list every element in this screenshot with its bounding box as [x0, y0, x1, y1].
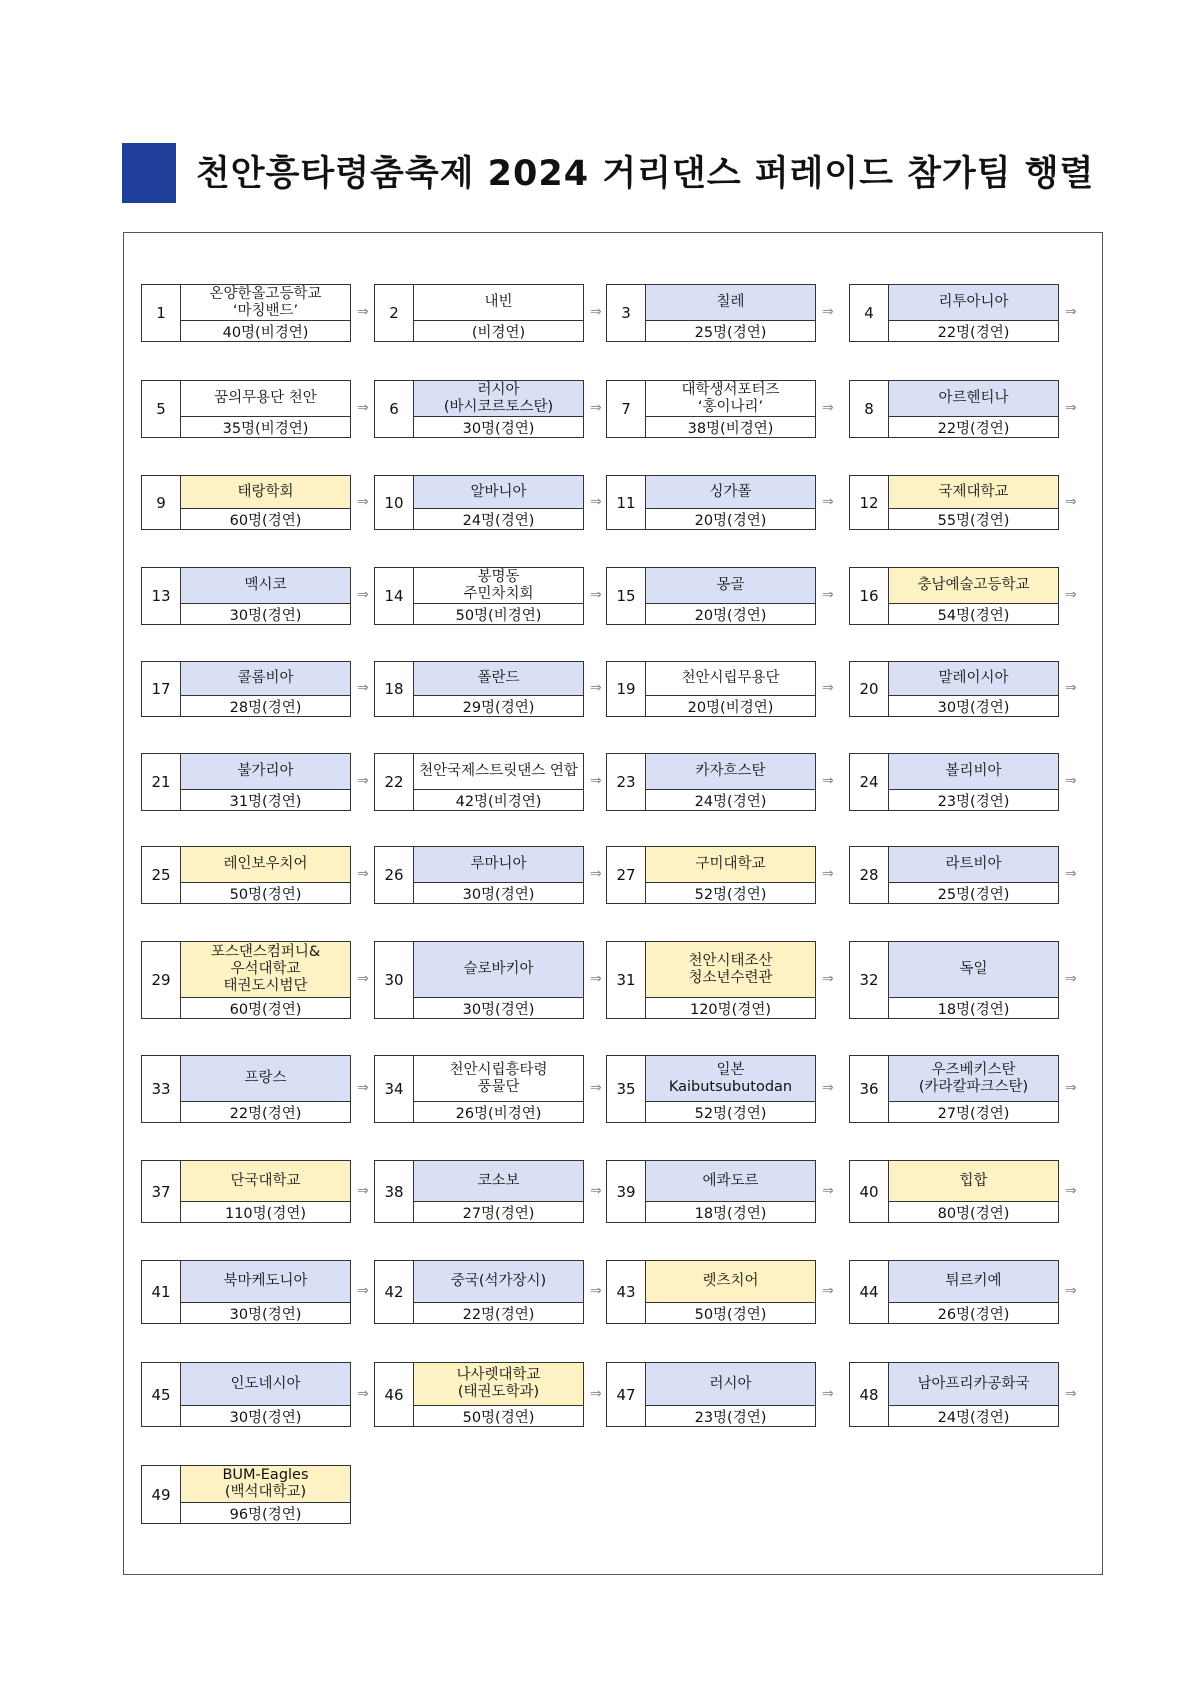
team-body: [181, 568, 350, 624]
team-number: 6: [375, 381, 414, 437]
team-body: [889, 285, 1058, 341]
next-arrow-icon: ⇒: [590, 680, 602, 696]
team-body: [181, 754, 350, 810]
next-arrow-icon: ⇒: [357, 680, 369, 696]
team-name: 러시아: [646, 1363, 815, 1406]
team-name: 싱가폴: [646, 476, 815, 509]
team-entry: [606, 1260, 816, 1324]
team-count: 24명(경연): [694, 793, 767, 810]
team-entry: [141, 941, 351, 1019]
team-body: [646, 1161, 815, 1222]
team-count: 110명(경연): [224, 1205, 306, 1222]
team-number: 34: [375, 1056, 414, 1122]
next-arrow-icon: ⇒: [590, 971, 602, 987]
team-name: BUM-Eagles (백석대학교): [181, 1466, 350, 1503]
team-count: 54명(경연): [937, 607, 1010, 624]
team-body: [889, 1261, 1058, 1323]
team-number: 24: [850, 754, 889, 810]
team-count: 42명(비경연): [455, 793, 542, 810]
team-entry: [141, 661, 351, 717]
team-entry: [606, 1055, 816, 1123]
team-count: 30명(경연): [229, 1409, 302, 1426]
team-number: 41: [142, 1261, 181, 1323]
team-name: 우즈베키스탄 (카라칼파크스탄): [889, 1056, 1058, 1102]
next-arrow-icon: ⇒: [357, 304, 369, 320]
team-number: 12: [850, 476, 889, 529]
team-number: 49: [142, 1466, 181, 1523]
team-body: [181, 285, 350, 341]
team-entry: [849, 661, 1059, 717]
team-name: 말레이시아: [889, 662, 1058, 696]
team-number: 32: [850, 942, 889, 1018]
next-arrow-icon: ⇒: [590, 866, 602, 882]
next-arrow-icon: ⇒: [822, 971, 834, 987]
team-name: 태랑학회: [181, 476, 350, 509]
team-number: 11: [607, 476, 646, 529]
team-body: [889, 942, 1058, 1018]
team-number: 1: [142, 285, 181, 341]
team-name: 폴란드: [414, 662, 583, 696]
team-entry: [141, 1465, 351, 1524]
team-count: 25명(경연): [694, 324, 767, 341]
team-entry: [374, 1055, 584, 1123]
next-arrow-icon: ⇒: [357, 400, 369, 416]
team-name: 러시아 (바시코르토스탄): [414, 381, 583, 417]
team-body: [181, 381, 350, 437]
team-body: [181, 1161, 350, 1222]
team-name: 온양한올고등학교 ‘마칭밴드’: [181, 285, 350, 321]
team-count: 28명(경연): [229, 699, 302, 716]
team-name: 칠레: [646, 285, 815, 321]
team-body: [414, 476, 583, 529]
team-number: 21: [142, 754, 181, 810]
page-title: 천안흥타령춤축제 2024 거리댄스 퍼레이드 참가팀 행렬: [196, 154, 1095, 194]
team-entry: [374, 380, 584, 438]
team-number: 48: [850, 1363, 889, 1426]
team-number: 15: [607, 568, 646, 624]
team-body: [414, 1161, 583, 1222]
team-number: 47: [607, 1363, 646, 1426]
next-arrow-icon: ⇒: [357, 1182, 369, 1199]
team-body: [889, 1363, 1058, 1426]
team-body: [646, 1056, 815, 1122]
team-entry: [849, 1260, 1059, 1324]
team-name: 봉명동 주민차치회: [414, 568, 583, 604]
next-arrow-icon: ⇒: [357, 1080, 369, 1096]
team-name: 북마케도니아: [181, 1261, 350, 1303]
team-name: 라트비아: [889, 847, 1058, 883]
team-name: 인도네시아: [181, 1363, 350, 1406]
team-body: [414, 847, 583, 903]
next-arrow-icon: ⇒: [1065, 304, 1077, 320]
team-count: 50명(경연): [229, 886, 302, 903]
team-count: 52명(경연): [694, 1105, 767, 1122]
team-body: [646, 476, 815, 529]
team-count: 18명(경연): [694, 1205, 767, 1222]
team-number: 7: [607, 381, 646, 437]
team-entry: [141, 1160, 351, 1223]
next-arrow-icon: ⇒: [822, 1385, 834, 1402]
team-name: 천안국제스트릿댄스 연합: [414, 754, 583, 790]
team-number: 16: [850, 568, 889, 624]
team-body: [181, 662, 350, 716]
team-count: 20명(경연): [694, 607, 767, 624]
team-body: [889, 662, 1058, 716]
team-entry: [141, 1362, 351, 1427]
next-arrow-icon: ⇒: [590, 1080, 602, 1096]
team-entry: [374, 1160, 584, 1223]
next-arrow-icon: ⇒: [1065, 866, 1077, 882]
team-entry: [606, 475, 816, 530]
team-body: [646, 754, 815, 810]
team-body: [646, 942, 815, 1018]
team-body: [889, 847, 1058, 903]
team-name: 루마니아: [414, 847, 583, 883]
team-entry: [606, 846, 816, 904]
team-body: [414, 285, 583, 341]
team-count: 30명(경연): [937, 699, 1010, 716]
team-number: 18: [375, 662, 414, 716]
team-entry: [141, 753, 351, 811]
next-arrow-icon: ⇒: [590, 773, 602, 789]
team-entry: [374, 846, 584, 904]
team-name: 구미대학교: [646, 847, 815, 883]
team-entry: [141, 1055, 351, 1123]
team-body: [181, 1056, 350, 1122]
team-count: 52명(경연): [694, 886, 767, 903]
next-arrow-icon: ⇒: [357, 493, 369, 510]
next-arrow-icon: ⇒: [357, 773, 369, 789]
team-entry: [374, 284, 584, 342]
team-name: 에콰도르: [646, 1161, 815, 1202]
next-arrow-icon: ⇒: [822, 400, 834, 416]
team-number: 33: [142, 1056, 181, 1122]
team-body: [414, 662, 583, 716]
team-body: [414, 1363, 583, 1426]
team-count: 50명(경연): [694, 1306, 767, 1323]
team-number: 2: [375, 285, 414, 341]
team-number: 30: [375, 942, 414, 1018]
team-body: [889, 1161, 1058, 1222]
next-arrow-icon: ⇒: [590, 587, 602, 603]
next-arrow-icon: ⇒: [357, 971, 369, 987]
team-number: 10: [375, 476, 414, 529]
team-count: 38명(비경연): [687, 420, 774, 437]
team-count: 26명(경연): [937, 1306, 1010, 1323]
team-name: 충남예술고등학교: [889, 568, 1058, 604]
team-number: 44: [850, 1261, 889, 1323]
team-entry: [141, 567, 351, 625]
team-name: 카자흐스탄: [646, 754, 815, 790]
team-name: 알바니아: [414, 476, 583, 509]
team-entry: [849, 846, 1059, 904]
title-accent-block: [122, 143, 176, 203]
team-entry: [374, 1260, 584, 1324]
team-body: [414, 754, 583, 810]
team-number: 25: [142, 847, 181, 903]
team-count: 18명(경연): [937, 1001, 1010, 1018]
next-arrow-icon: ⇒: [1065, 400, 1077, 416]
team-count: 50명(비경연): [455, 607, 542, 624]
next-arrow-icon: ⇒: [1065, 1080, 1077, 1096]
team-entry: [849, 567, 1059, 625]
team-number: 20: [850, 662, 889, 716]
next-arrow-icon: ⇒: [822, 1182, 834, 1199]
team-number: 42: [375, 1261, 414, 1323]
team-number: 43: [607, 1261, 646, 1323]
team-body: [646, 568, 815, 624]
team-count: 55명(경연): [937, 512, 1010, 529]
team-body: [889, 754, 1058, 810]
team-name: 튀르키예: [889, 1261, 1058, 1303]
next-arrow-icon: ⇒: [1065, 587, 1077, 603]
next-arrow-icon: ⇒: [1065, 1182, 1077, 1199]
team-body: [889, 568, 1058, 624]
next-arrow-icon: ⇒: [590, 400, 602, 416]
team-name: 프랑스: [181, 1056, 350, 1102]
team-name: 멕시코: [181, 568, 350, 604]
team-entry: [849, 1055, 1059, 1123]
team-number: 28: [850, 847, 889, 903]
team-name: 독일: [889, 942, 1058, 998]
team-name: 천안시립무용단: [646, 662, 815, 696]
next-arrow-icon: ⇒: [357, 1385, 369, 1402]
team-count: 22명(경연): [937, 324, 1010, 341]
team-count: 22명(경연): [937, 420, 1010, 437]
team-name: 천안시태조산 청소년수련관: [646, 942, 815, 998]
team-entry: [849, 941, 1059, 1019]
team-count: 22명(경연): [462, 1306, 535, 1323]
next-arrow-icon: ⇒: [822, 587, 834, 603]
team-number: 29: [142, 942, 181, 1018]
team-body: [181, 1261, 350, 1323]
team-name: 볼리비아: [889, 754, 1058, 790]
team-body: [646, 662, 815, 716]
team-entry: [606, 567, 816, 625]
team-entry: [374, 941, 584, 1019]
team-count: 30명(경연): [462, 420, 535, 437]
next-arrow-icon: ⇒: [822, 304, 834, 320]
team-name: 리투아니아: [889, 285, 1058, 321]
next-arrow-icon: ⇒: [822, 493, 834, 510]
next-arrow-icon: ⇒: [1065, 773, 1077, 789]
team-count: 120명(경연): [689, 1001, 771, 1018]
team-number: 3: [607, 285, 646, 341]
next-arrow-icon: ⇒: [1065, 1385, 1077, 1402]
team-name: 대학생서포터즈 ‘홍이나리’: [646, 381, 815, 417]
team-count: 30명(경연): [462, 886, 535, 903]
team-name: 불가리아: [181, 754, 350, 790]
team-count: 20명(경연): [694, 512, 767, 529]
team-count: 80명(경연): [937, 1205, 1010, 1222]
team-count: 60명(경연): [229, 1001, 302, 1018]
team-entry: [849, 753, 1059, 811]
team-number: 4: [850, 285, 889, 341]
team-number: 9: [142, 476, 181, 529]
team-body: [646, 847, 815, 903]
team-name: 남아프리카공화국: [889, 1363, 1058, 1406]
team-number: 14: [375, 568, 414, 624]
team-body: [646, 1261, 815, 1323]
team-count: 22명(경연): [229, 1105, 302, 1122]
team-name: 나사렛대학교 (태권도학과): [414, 1363, 583, 1406]
team-name: 아르헨티나: [889, 381, 1058, 417]
team-entry: [606, 1160, 816, 1223]
team-number: 37: [142, 1161, 181, 1222]
team-name: 국제대학교: [889, 476, 1058, 509]
team-count: 30명(경연): [229, 607, 302, 624]
team-count: 30명(경연): [462, 1001, 535, 1018]
team-count: 96명(경연): [229, 1506, 302, 1523]
team-body: [414, 381, 583, 437]
team-body: [414, 1261, 583, 1323]
team-entry: [849, 475, 1059, 530]
team-entry: [849, 284, 1059, 342]
team-name: 포스댄스컴퍼니& 우석대학교 태권도시범단: [181, 942, 350, 998]
team-count: 35명(비경연): [222, 420, 309, 437]
team-entry: [141, 1260, 351, 1324]
team-count: 24명(경연): [937, 1409, 1010, 1426]
next-arrow-icon: ⇒: [357, 1283, 369, 1299]
next-arrow-icon: ⇒: [1065, 971, 1077, 987]
next-arrow-icon: ⇒: [1065, 680, 1077, 696]
team-number: 38: [375, 1161, 414, 1222]
team-number: 19: [607, 662, 646, 716]
team-count: 30명(경연): [229, 1306, 302, 1323]
team-number: 45: [142, 1363, 181, 1426]
team-count: 24명(경연): [462, 512, 535, 529]
team-entry: [374, 661, 584, 717]
next-arrow-icon: ⇒: [822, 1283, 834, 1299]
team-name: 단국대학교: [181, 1161, 350, 1202]
team-entry: [141, 284, 351, 342]
team-number: 22: [375, 754, 414, 810]
team-count: 40명(비경연): [222, 324, 309, 341]
team-count: 26명(비경연): [455, 1105, 542, 1122]
team-body: [181, 1363, 350, 1426]
team-number: 36: [850, 1056, 889, 1122]
team-number: 39: [607, 1161, 646, 1222]
team-name: 코소보: [414, 1161, 583, 1202]
team-name: 중국(석가장시): [414, 1261, 583, 1303]
next-arrow-icon: ⇒: [822, 866, 834, 882]
team-count: 29명(경연): [462, 699, 535, 716]
team-count: 27명(경연): [462, 1205, 535, 1222]
team-entry: [606, 284, 816, 342]
next-arrow-icon: ⇒: [590, 493, 602, 510]
team-name: 일본 Kaibutsubutodan: [646, 1056, 815, 1102]
next-arrow-icon: ⇒: [822, 1080, 834, 1096]
team-count: 25명(경연): [937, 886, 1010, 903]
next-arrow-icon: ⇒: [357, 866, 369, 882]
team-entry: [606, 753, 816, 811]
team-count: 27명(경연): [937, 1105, 1010, 1122]
next-arrow-icon: ⇒: [1065, 1283, 1077, 1299]
team-body: [889, 476, 1058, 529]
team-number: 13: [142, 568, 181, 624]
next-arrow-icon: ⇒: [822, 680, 834, 696]
next-arrow-icon: ⇒: [1065, 493, 1077, 510]
team-body: [414, 1056, 583, 1122]
team-name: 렛츠치어: [646, 1261, 815, 1303]
team-entry: [606, 380, 816, 438]
team-number: 27: [607, 847, 646, 903]
team-number: 40: [850, 1161, 889, 1222]
team-number: 17: [142, 662, 181, 716]
team-entry: [606, 1362, 816, 1427]
team-count: 23명(경연): [937, 793, 1010, 810]
next-arrow-icon: ⇒: [590, 304, 602, 320]
team-entry: [849, 1362, 1059, 1427]
next-arrow-icon: ⇒: [590, 1182, 602, 1199]
team-body: [414, 942, 583, 1018]
next-arrow-icon: ⇒: [357, 587, 369, 603]
team-body: [646, 1363, 815, 1426]
team-number: 5: [142, 381, 181, 437]
team-body: [414, 568, 583, 624]
team-body: [181, 476, 350, 529]
next-arrow-icon: ⇒: [590, 1283, 602, 1299]
team-body: [181, 942, 350, 1018]
team-entry: [606, 941, 816, 1019]
team-body: [181, 1466, 350, 1523]
team-number: 46: [375, 1363, 414, 1426]
team-body: [889, 381, 1058, 437]
team-name: 슬로바키아: [414, 942, 583, 998]
team-entry: [374, 1362, 584, 1427]
team-entry: [141, 475, 351, 530]
team-entry: [141, 846, 351, 904]
team-name: 내빈: [414, 285, 583, 321]
team-body: [646, 381, 815, 437]
team-entry: [849, 1160, 1059, 1223]
team-entry: [374, 567, 584, 625]
team-entry: [374, 753, 584, 811]
team-number: 35: [607, 1056, 646, 1122]
team-name: 레인보우치어: [181, 847, 350, 883]
team-entry: [606, 661, 816, 717]
team-name: 천안시립흥타령 풍물단: [414, 1056, 583, 1102]
team-count: 23명(경연): [694, 1409, 767, 1426]
team-name: 몽골: [646, 568, 815, 604]
team-number: 31: [607, 942, 646, 1018]
team-number: 26: [375, 847, 414, 903]
team-body: [889, 1056, 1058, 1122]
team-count: 60명(경연): [229, 512, 302, 529]
team-count: 50명(경연): [462, 1409, 535, 1426]
team-body: [181, 847, 350, 903]
team-number: 8: [850, 381, 889, 437]
team-name: 콜롬비아: [181, 662, 350, 696]
team-body: [646, 285, 815, 341]
team-number: 23: [607, 754, 646, 810]
team-count: 20명(비경연): [687, 699, 774, 716]
next-arrow-icon: ⇒: [822, 773, 834, 789]
next-arrow-icon: ⇒: [590, 1385, 602, 1402]
team-name: 힙합: [889, 1161, 1058, 1202]
team-name: 꿈의무용단 천안: [181, 381, 350, 417]
team-count: 31명(경연): [229, 793, 302, 810]
team-entry: [849, 380, 1059, 438]
team-count: (비경연): [471, 324, 526, 341]
team-entry: [374, 475, 584, 530]
team-entry: [141, 380, 351, 438]
